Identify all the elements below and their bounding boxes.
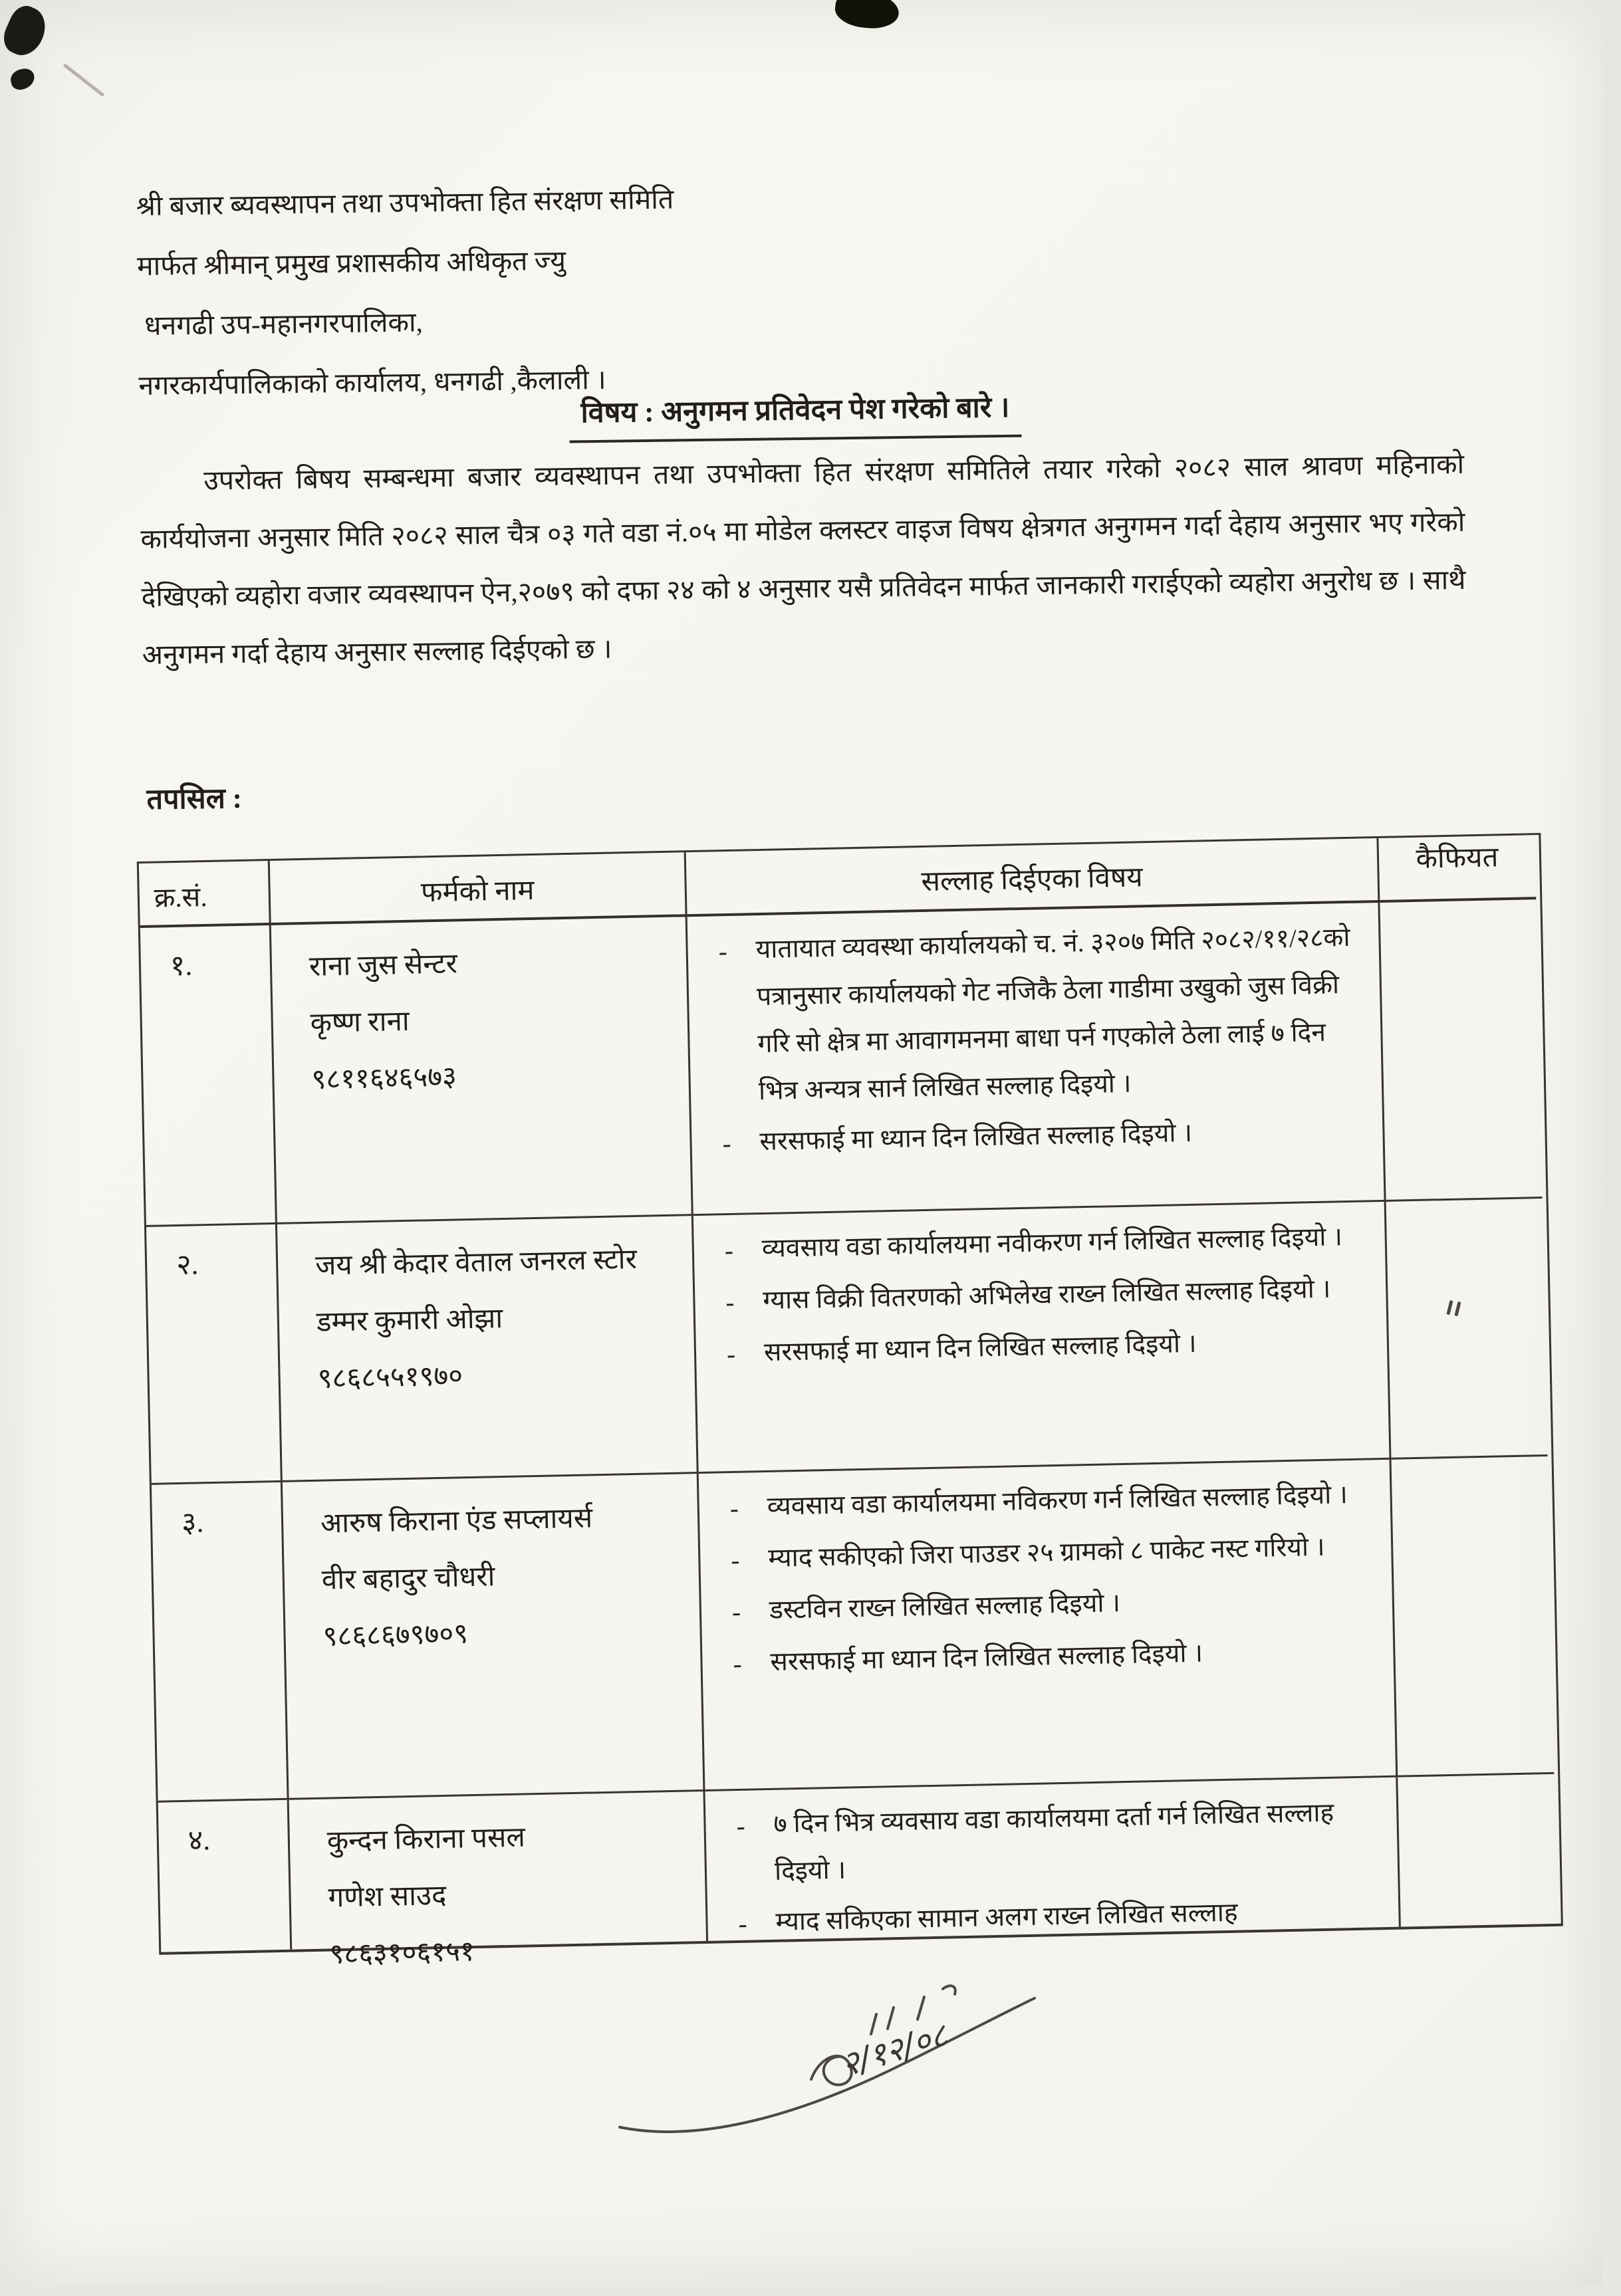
addressee-line: नगरकार्यपालिकाको कार्यालय, धनगढी ,कैलाली । [138, 364, 606, 401]
signature-scribble-svg [612, 1962, 1051, 2168]
advice-item: - सरसफाई मा ध्यान दिन लिखित सल्लाह दिइयो । [722, 1106, 1355, 1167]
firm-name: जय श्री केदार वेताल जनरल स्टोर [314, 1244, 638, 1282]
bullet-dash [731, 1535, 769, 1584]
advice-item: - म्याद सकिएका सामान अलग राख्न लिखित सल्लाह [738, 1887, 1371, 1948]
table-header-advice: सल्लाह दिईएका विषय [686, 838, 1380, 917]
firm-name: आरुष किराना एंड सप्लायर्स [320, 1503, 593, 1540]
addressee-line: श्री बजार ब्यवस्थापन तथा उपभोक्ता हित संरक्षण समिति [136, 183, 674, 222]
table-row-remark [1398, 1774, 1557, 1927]
signature-flourish [620, 1998, 1035, 2132]
phone-number: ९८११६४६५७३ [311, 1062, 457, 1095]
table-row-remark [1386, 1199, 1548, 1460]
bullet-dash [725, 1277, 763, 1326]
table-row-remark [1380, 899, 1542, 1202]
addressee-block [136, 169, 676, 415]
body-paragraph: उपरोक्त बिषय सम्बन्धमा बजार व्यवस्थापन तथा उपभोक्ता हित संरक्षण समितिले तयार गरेको २०८२ साल श्रावण महिनाको कार्ययोजना अनुसार मिति २०८२ साल चैत्र ०३ गते वडा नं.०५ मा मोडेल क्लस्टर वाइज विषय क्षेत्रगत अनुगमन गर्दा देहाय अनुसार भए गरेको देखिएको व्यहोरा वजार व्यवस्थापन ऐन,२०७९ को दफा २४ को ४ अनुसार यसै प्रतिवेदन मार्फत जानकारी गराईएको व्यहोरा अनुरोध छ । साथै अनुगमन गर्दा देहाय अनुसार सल्लाह दिईएको छ । [140, 448, 1466, 670]
table-row-advice [705, 1778, 1400, 1941]
table-row-sn: ४. [158, 1800, 293, 1952]
bullet-dash [729, 1483, 767, 1532]
advice-item: - व्यवसाय वडा कार्यालयमा नवीकरण गर्न लिखित सल्लाह दिइयो । [724, 1213, 1357, 1274]
tapasil-heading: तपसिल : [146, 783, 243, 816]
advice-item: - व्यवसाय वडा कार्यालयमा नविकरण गर्न लिखित सल्लाह दिइयो । [729, 1471, 1362, 1532]
table-header-sn: क्र.सं. [139, 861, 271, 928]
inspection-table [137, 833, 1563, 1970]
subject-line: विषय : अनुगमन प्रतिवेदन पेश गरेको बारे । [568, 386, 1022, 443]
table-row-advice [699, 1460, 1398, 1791]
advice-item: - यातायात व्यवस्था कार्यालयको च. नं. ३२०७ मिति २०८२/११/२८को पत्रानुसार कार्यालयको गेट नजिकै ठेला गाडीमा उखुको जुस विक्री गरि सो क्षेत्र मा आवागमनमा बाधा पर्न गएकोले ठेला लाई ७ दिन भित्र अन्यत्र सार्न लिखित सल्लाह दिइयो । [718, 914, 1354, 1115]
proprietor-name: गणेश साउद [328, 1880, 447, 1914]
advice-item: - ग्यास विक्री वितरणको अभिलेख राख्न लिखित सल्लाह दिइयो । [725, 1265, 1358, 1326]
table-row-advice [687, 903, 1386, 1216]
table-row-advice [693, 1202, 1392, 1474]
firm-name: राना जुस सेन्टर [309, 949, 458, 982]
bullet-dash [724, 1225, 762, 1274]
advice-item: - ७ दिन भित्र व्यवसाय वडा कार्यालयमा दर्ता गर्न लिखित सल्लाह दिइयो । [736, 1789, 1370, 1896]
addressee-line: मार्फत श्रीमान् प्रमुख प्रशासकीय अधिकृत ज्यु [136, 245, 566, 281]
signature-tick [888, 2008, 894, 2029]
advice-item: - सरसफाई मा ध्यान दिन लिखित सल्लाह दिइयो । [733, 1627, 1366, 1688]
addressee-line: धनगढी उप-महानगरपालिका, [144, 306, 424, 341]
signature-tick [918, 1997, 924, 2019]
bullet-dash [722, 1118, 760, 1167]
bullet-dash [733, 1639, 771, 1688]
table-row-firm [283, 1474, 705, 1800]
phone-number: ९८६८६७९७०९ [322, 1619, 469, 1653]
table-row-firm [289, 1791, 708, 1970]
proprietor-name: डम्मर कुमारी ओझा [316, 1304, 503, 1338]
table-row-remark [1392, 1456, 1555, 1778]
bullet-dash [726, 1329, 764, 1378]
bullet-dash [718, 926, 759, 1115]
handwritten-signature [612, 1962, 1051, 2168]
advice-item: - डस्टविन राख्न लिखित सल्लाह दिइयो । [731, 1575, 1364, 1636]
advice-item: - म्याद सकीएको जिरा पाउडर २५ ग्रामको ८ पाकेट नस्ट गरियो । [731, 1523, 1364, 1584]
table-row-sn: ३. [152, 1482, 289, 1803]
bullet-dash [738, 1898, 776, 1948]
phone-number: ९८६३१०६१५१ [328, 1936, 475, 1970]
firm-name: कुन्दन किराना पसल [326, 1822, 526, 1857]
table-row-sn: १. [140, 925, 277, 1227]
table-header-firm: फर्मको नाम [270, 852, 687, 925]
table-row-firm [271, 917, 693, 1224]
proprietor-name: कृष्ण राना [310, 1006, 410, 1039]
signature-tick [871, 2014, 876, 2034]
bullet-dash [736, 1801, 775, 1896]
table-row-firm [277, 1216, 699, 1482]
advice-item: - सरसफाई मा ध्यान दिन लिखित सल्लाह दिइयो । [726, 1317, 1359, 1378]
phone-number: ९८६८५५१९७० [317, 1361, 463, 1395]
table-header-remarks: कैफियत [1378, 835, 1536, 903]
table-row-sn: २. [146, 1224, 283, 1485]
bullet-dash [731, 1587, 769, 1636]
proprietor-name: वीर बहादुर चौधरी [321, 1561, 495, 1596]
signature-tick [943, 1986, 955, 1994]
signature-date-text: २/१२/०८ [836, 2015, 953, 2085]
